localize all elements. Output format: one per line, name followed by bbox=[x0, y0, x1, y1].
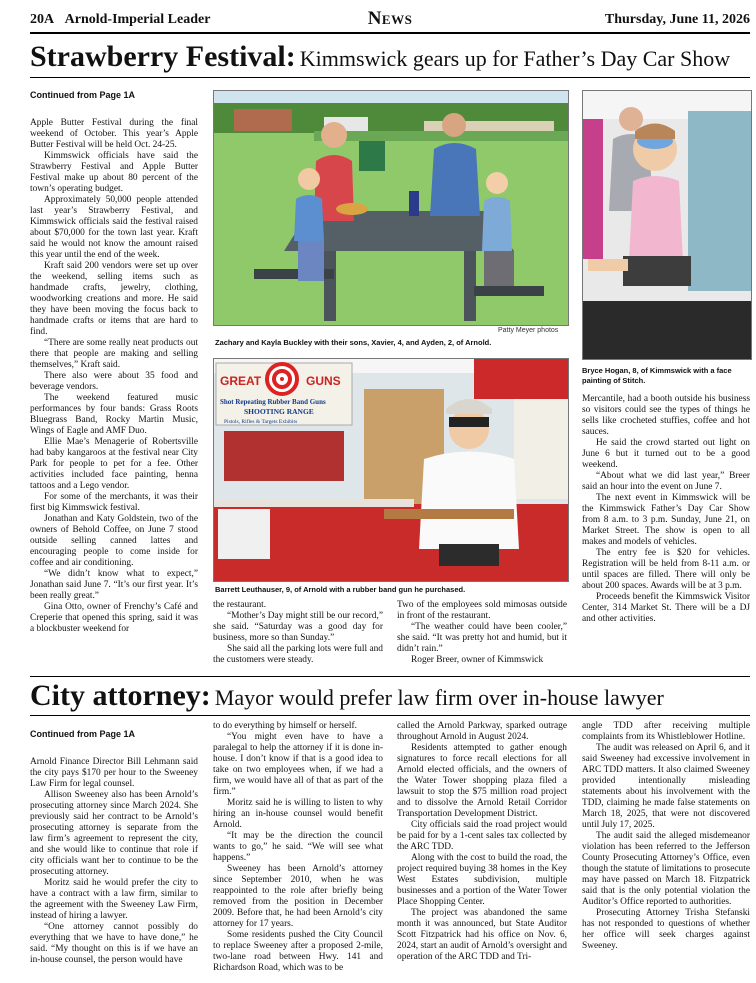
paragraph: “The weather could have been cooler,” she said. “It was pretty hot and humid, but it didn’t rain.” bbox=[397, 622, 567, 654]
paragraph: Two of the employees sold mimosas outside in front of the restaurant. bbox=[397, 600, 567, 621]
paragraph: For some of the merchants, it was their first big Kimmswick festival. bbox=[30, 492, 198, 513]
caption-buckley: Zachary and Kayla Buckley with their sons, Xavier, 4, and Ayden, 2, of Arnold. bbox=[215, 338, 492, 347]
paragraph: Sweeney has been Arnold’s attorney since September 2010, when he was reappointed to the role after briefly being removed from the position in December 2009. Before that, he had been Arnold’s city attorney for 17 years. bbox=[213, 864, 383, 929]
paragraph: Approximately 50,000 people attended last year’s Strawberry Festival, and Kimmswick officials said the festival raised about $70,000 for the town last year. Kraft said he would not know the amount raised this year until the end of the week. bbox=[30, 195, 198, 260]
paragraph: the restaurant. bbox=[213, 600, 267, 610]
story1-col3 bbox=[397, 600, 567, 674]
story1-rule bbox=[30, 77, 750, 78]
paragraph: Residents attempted to gather enough signatures to force recall elections for all Arnold elected officials, and the owners of the Water Tower shopping plaza filed a lawsuit to stop the $75 million road project and to dissolve the Arnold Retail Corridor Transportation Development District. bbox=[397, 743, 567, 819]
paragraph: “One attorney cannot possibly do everything that we have to have done,” he said. “My thought on this is if we have an in-house counsel, the person would have bbox=[30, 922, 198, 965]
story1-headline-rest: Kimmswick gears up for Father’s Day Car Show bbox=[299, 46, 731, 71]
paragraph: “You might even have to have a paralegal to help the attorney if it is done in-house. I don’t know if that is a good idea to take on two employees when, if we had a firm, we would have all of that as part of the firm.” bbox=[213, 732, 383, 797]
paragraph: The audit was released on April 6, and it said Sweeney had excessive involvement in ARC TDD matters. It also claimed Sweeney provided intentionally misleading statements about his involvement with the TDD, claiming he made false statements on March 18, 2025, that were not discovered until July 17, 2025. bbox=[582, 743, 750, 830]
paragraph: The next event in Kimmswick will be the Kimmswick Father’s Day Car Show from 8 a.m. to 3 p.m. Sunday, June 21, on Market Street. The show is open to all makes and models of vehicles. bbox=[582, 493, 750, 547]
sign-line2-text: SHOOTING RANGE bbox=[244, 407, 314, 416]
issue-date: Thursday, June 11, 2026 bbox=[604, 12, 750, 27]
paragraph: The weekend featured music performances by four bands: Grass Roots Bluegrass Band, Rocky Martin Music, Wings of Eagle and AMF Duo. bbox=[30, 393, 198, 436]
sign-top-text: GREAT bbox=[220, 374, 262, 388]
photo-barrett-leuthauser bbox=[213, 358, 569, 582]
paragraph: Roger Breer, owner of Kimmswick bbox=[411, 655, 544, 665]
paragraph: Allison Sweeney also has been Arnold’s prosecuting attorney since March 2024. She previously said her contract to be Arnold’s prosecuting attorney is separate from the law firm’s agreement to represent the city, and she would like to continue that role if city officials want her to continue to be the prosecuting attorney. bbox=[30, 790, 198, 877]
paragraph: “There are some really neat products out there that people are making and selling themselves,” Kraft said. bbox=[30, 338, 198, 370]
paragraph: The audit said the alleged misdemeanor violation has been referred to the Jefferson County Prosecuting Attorney’s Office, even though the statute of limitations to prosecute may have passed on March 18. Fitzpatrick said that is the only potential violation the Auditor’s Office reported to authorities. bbox=[582, 831, 750, 907]
paragraph: Apple Butter Festival during the final weekend of October. This year’s Apple Butter Festival will be held Oct. 24-25. bbox=[30, 118, 198, 150]
story2-top-rule bbox=[30, 676, 750, 677]
story1-col2 bbox=[213, 600, 383, 674]
paragraph: Kraft said 200 vendors were set up over the weekend, selling items such as handmade crafts, jewelry, clothing, woodworking creations and more. He said they have been moving the focus back to handmade crafts or items that are hard to find. bbox=[30, 261, 198, 337]
story2-headline-rest: Mayor would prefer law firm over in-house lawyer bbox=[214, 685, 664, 710]
paragraph: Proceeds benefit the Kimmswick Visitor Center, 314 Market St. There will be a DJ and other activities. bbox=[582, 592, 750, 624]
paragraph: Some residents pushed the City Council to replace Sweeney after a proposed 2-mile, two-lane road between Hwy. 141 and Richardson Road, which was to be bbox=[213, 930, 383, 973]
story2-headline bbox=[30, 679, 750, 713]
sign-line1-text: Shot Repeating Rubber Band Guns bbox=[220, 398, 326, 406]
sign-guns-text: GUNS bbox=[306, 374, 341, 388]
paragraph: “Mother’s Day might still be our record,” she said. “Saturday was a good day for business, more so than Sunday.” bbox=[213, 611, 383, 643]
paragraph: City officials said the road project would be paid for by a 1-cent sales tax collected by the ARC TDD. bbox=[397, 820, 567, 852]
paragraph: “About what we did last year,” Breer said an hour into the event on June 7. bbox=[582, 471, 750, 492]
story1-col1 bbox=[30, 118, 198, 674]
paragraph: He said the crowd started out light on June 6 but it turned out to be a good weekend. bbox=[582, 438, 750, 470]
story1-col4 bbox=[582, 394, 750, 674]
page-header bbox=[30, 8, 750, 34]
story1-headline-bold: Strawberry Festival: bbox=[30, 40, 296, 73]
paragraph: to do everything by himself or herself. bbox=[213, 721, 357, 731]
paragraph: Gina Otto, owner of Frenchy’s Café and Creperie that opened this spring, said it was a blockbuster weekend for bbox=[30, 602, 198, 634]
story2-col3 bbox=[397, 721, 567, 979]
paragraph: Ellie Mae’s Menagerie of Robertsville had baby kangaroos at the festival near City Park for people to pet for a fee. Other activities included face painting, henna tattoos and a Lego vendor. bbox=[30, 437, 198, 491]
story2-continued: Continued from Page 1A bbox=[30, 729, 136, 739]
paragraph: Kimmswick officials have said the Strawberry Festival and Apple Butter Festival make up about 80 percent of the town’s operating budget. bbox=[30, 151, 198, 194]
paragraph: There also were about 35 food and beverage vendors. bbox=[30, 371, 198, 392]
story2-col4 bbox=[582, 721, 750, 979]
caption-hogan: Bryce Hogan, 8, of Kimmswick with a face painting of Stitch. bbox=[582, 366, 732, 385]
paragraph: Mercantile, had a booth outside his business so visitors could see the types of things he sells like crocheted stuffies, coffee and hot sauces. bbox=[582, 394, 750, 437]
sign-line3-text: Pistols, Rifles & Targets Exhibits bbox=[224, 419, 298, 425]
paragraph: The entry fee is $20 for vehicles. Registration will be held from 8-11 a.m. or until spaces are filled. There will only be about 200 spaces. Awards will be at 3 p.m. bbox=[582, 548, 750, 591]
story2-headline-bold: City attorney: bbox=[30, 679, 211, 712]
paragraph: She said all the parking lots were full and the customers were steady. bbox=[213, 644, 383, 665]
section-name: News bbox=[367, 8, 413, 29]
story2-rule bbox=[30, 715, 750, 716]
page-number: 20A bbox=[30, 12, 55, 27]
paragraph: called the Arnold Parkway, sparked outrage throughout Arnold in August 2024. bbox=[397, 721, 567, 742]
paragraph: Moritz said he would prefer the city to have a contract with a law firm, similar to the agreement with the Sweeney Law Firm, instead of hiring a lawyer. bbox=[30, 878, 198, 921]
caption-leuthauser: Barrett Leuthauser, 9, of Arnold with a rubber band gun he purchased. bbox=[215, 585, 466, 594]
paragraph: Jonathan and Katy Goldstein, two of the owners of Behold Coffee, on June 7 stood outside selling canned lattes and encouraging people to come inside for coffee and air conditioning. bbox=[30, 514, 198, 568]
story2-col1 bbox=[30, 757, 198, 979]
story1-headline bbox=[30, 40, 750, 74]
paragraph: angle TDD after receiving multiple complaints from its Whistleblower Hotline. bbox=[582, 721, 750, 742]
story1-continued: Continued from Page 1A bbox=[30, 90, 136, 100]
paragraph: Moritz said he is willing to listen to why hiring an in-house counsel would benefit Arnold. bbox=[213, 798, 383, 830]
paragraph: “We didn’t know what to expect,” Jonathan said June 7. “It’s our first year. It’s been really great.” bbox=[30, 569, 198, 601]
paragraph: The project was abandoned the same month it was announced, but State Auditor Scott Fitzpatrick had his office on Nov. 6, 2024, start an audit of Arnold’s oversight and operation of the ARC TDD and Tri- bbox=[397, 908, 567, 962]
paper-name: Arnold-Imperial Leader bbox=[64, 12, 211, 27]
photo-credit: Patty Meyer photos bbox=[498, 327, 559, 334]
paragraph: “It may be the direction the council wants to go,” he said. “We will see what happens.” bbox=[213, 831, 383, 863]
story2-col2 bbox=[213, 721, 383, 979]
photo-bryce-hogan bbox=[582, 90, 752, 360]
photo-buckley-family bbox=[213, 90, 569, 326]
paragraph: Arnold Finance Director Bill Lehmann said the city pays $170 per hour to the Sweeney Law Firm for legal counsel. bbox=[30, 757, 198, 789]
paragraph: Prosecuting Attorney Trisha Stefanski has not responded to questions of whether her office will seek charges against Sweeney. bbox=[582, 908, 750, 951]
paragraph: Along with the cost to build the road, the project required buying 38 homes in the Key West Estates subdivision, multiple businesses and a portion of the Water Tower Place Shopping Center. bbox=[397, 853, 567, 907]
